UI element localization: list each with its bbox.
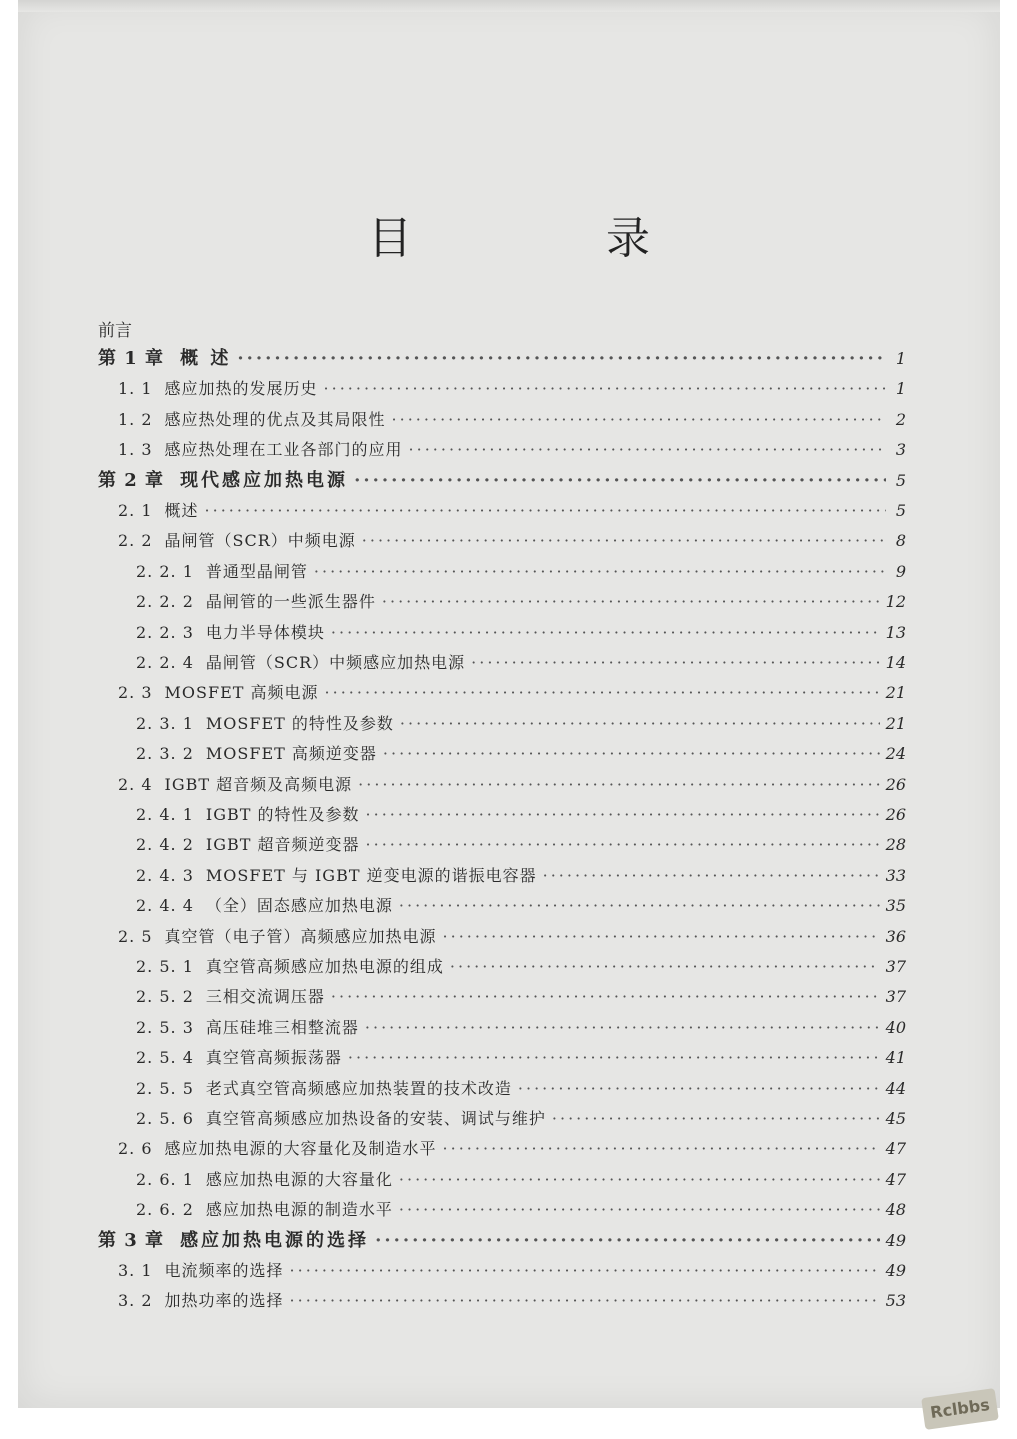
toc-entry-number: 2. 4. 1 <box>136 805 194 824</box>
toc-entry-title: 感应热处理的优点及其局限性 <box>164 410 386 429</box>
toc-section-entry <box>136 741 906 767</box>
toc-dot-leader <box>366 832 880 858</box>
toc-entry-title: IGBT 超音频逆变器 <box>205 835 360 854</box>
toc-page-number: 47 <box>885 1139 906 1158</box>
toc-page-number: 26 <box>885 775 906 794</box>
toc-section-entry <box>118 528 906 554</box>
toc-dot-leader <box>375 1228 880 1254</box>
toc-section-entry <box>118 1136 906 1162</box>
toc-dot-leader <box>409 437 886 463</box>
toc-dot-leader <box>314 559 886 585</box>
toc-dot-leader <box>354 468 886 494</box>
toc-section-entry <box>136 893 906 919</box>
toc-page-number: 13 <box>885 623 906 642</box>
toc-entry-number: 2. 4. 3 <box>136 866 194 885</box>
toc-page-number: 2 <box>895 410 906 429</box>
toc-section-entry <box>118 1288 906 1314</box>
toc-entry-number: 2. 4. 4 <box>136 896 194 915</box>
toc-dot-leader <box>237 346 886 372</box>
toc-page-number: 5 <box>895 501 906 520</box>
toc-page-number: 41 <box>885 1048 906 1067</box>
toc-dot-leader <box>399 893 880 919</box>
toc-section-entry <box>136 1167 906 1193</box>
toc-entry-number: 2. 6 <box>118 1139 153 1158</box>
toc-section-entry <box>136 559 906 585</box>
toc-entry-number: 1. 1 <box>118 379 153 398</box>
toc-entry-title: 感应加热的发展历史 <box>164 379 318 398</box>
site-watermark-logo: Rclbbs <box>921 1388 999 1430</box>
toc-page-number: 28 <box>885 835 906 854</box>
toc-dot-leader <box>205 498 886 524</box>
toc-dot-leader <box>331 620 880 646</box>
toc-section-entry <box>136 620 906 646</box>
toc-page-number: 1 <box>895 379 906 398</box>
toc-entry-number: 2. 4. 2 <box>136 835 194 854</box>
toc-dot-leader <box>331 984 880 1010</box>
toc-section-entry <box>136 954 906 980</box>
toc-entry-title: 感应加热电源的选择 <box>180 1230 370 1251</box>
scanned-page <box>18 0 1000 1408</box>
toc-dot-leader <box>324 376 886 402</box>
toc-section-entry <box>136 650 906 676</box>
toc-entry-title: 真空管高频感应加热设备的安装、调试与维护 <box>205 1109 546 1128</box>
toc-page-number: 49 <box>885 1261 906 1280</box>
toc-entry-number: 2. 5. 6 <box>136 1109 194 1128</box>
toc-entry-title: 现代感应加热电源 <box>180 470 349 491</box>
toc-entry-number: 2. 2. 2 <box>136 592 194 611</box>
toc-dot-leader <box>518 1076 880 1102</box>
toc-dot-leader <box>362 528 886 554</box>
toc-page-number: 9 <box>895 562 906 581</box>
toc-entry-number: 2. 1 <box>118 501 153 520</box>
toc-page-number: 48 <box>885 1200 906 1219</box>
scan-edge <box>18 0 1000 12</box>
toc-entry-title: 高压硅堆三相整流器 <box>205 1018 359 1037</box>
toc-entry-title: 概述 <box>164 501 199 520</box>
toc-dot-leader <box>543 863 880 889</box>
toc-dot-leader <box>366 802 880 828</box>
toc-page-number: 1 <box>895 349 906 368</box>
toc-entry-number: 第 3 章 <box>98 1230 165 1251</box>
toc-section-entry <box>136 1197 906 1223</box>
toc-page-number: 3 <box>895 440 906 459</box>
toc-entry-title: 老式真空管高频感应加热装置的技术改造 <box>205 1079 512 1098</box>
toc-entry-number: 2. 5. 2 <box>136 987 194 1006</box>
toc-dot-leader <box>471 650 879 676</box>
toc-entry-number: 第 1 章 <box>98 348 165 369</box>
toc-entry-number: 2. 3. 2 <box>136 744 194 763</box>
toc-entry-title: 晶闸管的一些派生器件 <box>205 592 376 611</box>
toc-dot-leader <box>443 924 880 950</box>
toc-dot-leader <box>552 1106 880 1132</box>
toc-entry-number: 2. 2. 3 <box>136 623 194 642</box>
toc-entry-number: 3. 1 <box>118 1261 153 1280</box>
toc-entry-title: 电力半导体模块 <box>205 623 325 642</box>
toc-entry-number: 2. 5. 5 <box>136 1079 194 1098</box>
toc-section-entry <box>136 1045 906 1071</box>
toc-dot-leader <box>399 1197 880 1223</box>
toc-entry-title: MOSFET 高频电源 <box>164 683 319 702</box>
toc-section-entry <box>136 802 906 828</box>
toc-section-entry <box>136 863 906 889</box>
toc-chapter-entry <box>98 1228 906 1254</box>
toc-section-entry <box>118 407 906 433</box>
toc-dot-leader <box>290 1258 880 1284</box>
toc-page-number: 21 <box>885 714 906 733</box>
toc-section-entry <box>136 711 906 737</box>
toc-entry-number: 2. 5. 3 <box>136 1018 194 1037</box>
toc-page-number: 40 <box>885 1018 906 1037</box>
toc-dot-leader <box>443 1136 880 1162</box>
toc-entry-number: 第 2 章 <box>98 470 165 491</box>
toc-entry-title: 三相交流调压器 <box>205 987 325 1006</box>
toc-page-number: 35 <box>885 896 906 915</box>
toc-section-entry <box>118 924 906 950</box>
toc-entry-title: 感应热处理在工业各部门的应用 <box>164 440 403 459</box>
toc-page-number: 47 <box>885 1170 906 1189</box>
toc-entry-title: MOSFET 与 IGBT 逆变电源的谐振电容器 <box>205 866 537 885</box>
toc-page-number: 5 <box>895 471 906 490</box>
toc-page-number: 8 <box>895 531 906 550</box>
toc-entry-title: 概 述 <box>180 348 232 369</box>
toc-entry-title: 感应加热电源的制造水平 <box>205 1200 393 1219</box>
toc-dot-leader <box>383 741 880 767</box>
toc-entry-title: 晶闸管（SCR）中频电源 <box>164 531 356 550</box>
toc-section-entry <box>136 589 906 615</box>
toc-page-number: 33 <box>885 866 906 885</box>
toc-entry-number: 2. 6. 2 <box>136 1200 194 1219</box>
toc-dot-leader <box>365 1015 880 1041</box>
toc-dot-leader <box>450 954 880 980</box>
toc-entry-number: 2. 2 <box>118 531 153 550</box>
toc-entry-number: 2. 5 <box>118 927 153 946</box>
toc-entry-title: 感应加热电源的大容量化及制造水平 <box>164 1139 437 1158</box>
toc-entry-title: 电流频率的选择 <box>164 1261 284 1280</box>
toc-preface: 前言 <box>98 321 132 341</box>
toc-dot-leader <box>399 1167 880 1193</box>
toc-section-entry <box>136 984 906 1010</box>
toc-entry-title: MOSFET 的特性及参数 <box>205 714 394 733</box>
toc-entry-number: 2. 6. 1 <box>136 1170 194 1189</box>
toc-page-number: 45 <box>885 1109 906 1128</box>
toc-dot-leader <box>290 1288 880 1314</box>
toc-dot-leader <box>382 589 880 615</box>
page-title: 目 录 <box>368 213 740 264</box>
toc-section-entry <box>118 1258 906 1284</box>
toc-entry-title: 真空管高频振荡器 <box>205 1048 342 1067</box>
toc-entry-title: 普通型晶闸管 <box>205 562 308 581</box>
toc-section-entry <box>118 680 906 706</box>
toc-section-entry <box>118 376 906 402</box>
toc-entry-number: 2. 2. 1 <box>136 562 194 581</box>
toc-page-number: 49 <box>885 1231 906 1250</box>
toc-dot-leader <box>358 772 879 798</box>
toc-page-number: 44 <box>885 1079 906 1098</box>
toc-entry-number: 1. 3 <box>118 440 153 459</box>
toc-entry-number: 3. 2 <box>118 1291 153 1310</box>
toc-dot-leader <box>400 711 880 737</box>
toc-section-entry <box>118 437 906 463</box>
toc-page-number: 21 <box>885 683 906 702</box>
toc-section-entry <box>118 772 906 798</box>
toc-entry-title: IGBT 超音频及高频电源 <box>164 775 353 794</box>
toc-entry-number: 1. 2 <box>118 410 153 429</box>
toc-entry-title: 感应加热电源的大容量化 <box>205 1170 393 1189</box>
toc-section-entry <box>136 1015 906 1041</box>
toc-entry-title: IGBT 的特性及参数 <box>205 805 360 824</box>
toc-entry-title: 真空管（电子管）高频感应加热电源 <box>164 927 437 946</box>
toc-page-number: 37 <box>885 987 906 1006</box>
toc-section-entry <box>136 832 906 858</box>
toc-page-number: 53 <box>885 1291 906 1310</box>
toc-chapter-entry <box>98 468 906 494</box>
toc-section-entry <box>136 1106 906 1132</box>
toc-entry-number: 2. 5. 4 <box>136 1048 194 1067</box>
toc-page-number: 12 <box>885 592 906 611</box>
toc-dot-leader <box>392 407 886 433</box>
toc-entry-number: 2. 3. 1 <box>136 714 194 733</box>
toc-chapter-entry <box>98 346 906 372</box>
toc-dot-leader <box>348 1045 880 1071</box>
toc-entry-title: （全）固态感应加热电源 <box>205 896 393 915</box>
toc-section-entry <box>136 1076 906 1102</box>
toc-entry-title: 晶闸管（SCR）中频感应加热电源 <box>205 653 466 672</box>
toc-entry-number: 2. 2. 4 <box>136 653 194 672</box>
toc-entry-number: 2. 4 <box>118 775 153 794</box>
toc-entry-number: 2. 5. 1 <box>136 957 194 976</box>
toc-page-number: 36 <box>885 927 906 946</box>
toc-page-number: 14 <box>885 653 906 672</box>
toc-page-number: 24 <box>885 744 906 763</box>
toc-dot-leader <box>325 680 880 706</box>
toc-entry-number: 2. 3 <box>118 683 153 702</box>
toc-section-entry <box>118 498 906 524</box>
toc-entry-title: 加热功率的选择 <box>164 1291 284 1310</box>
toc-entry-title: 真空管高频感应加热电源的组成 <box>205 957 444 976</box>
toc-entry-title: MOSFET 高频逆变器 <box>205 744 377 763</box>
toc-page-number: 26 <box>885 805 906 824</box>
toc-page-number: 37 <box>885 957 906 976</box>
